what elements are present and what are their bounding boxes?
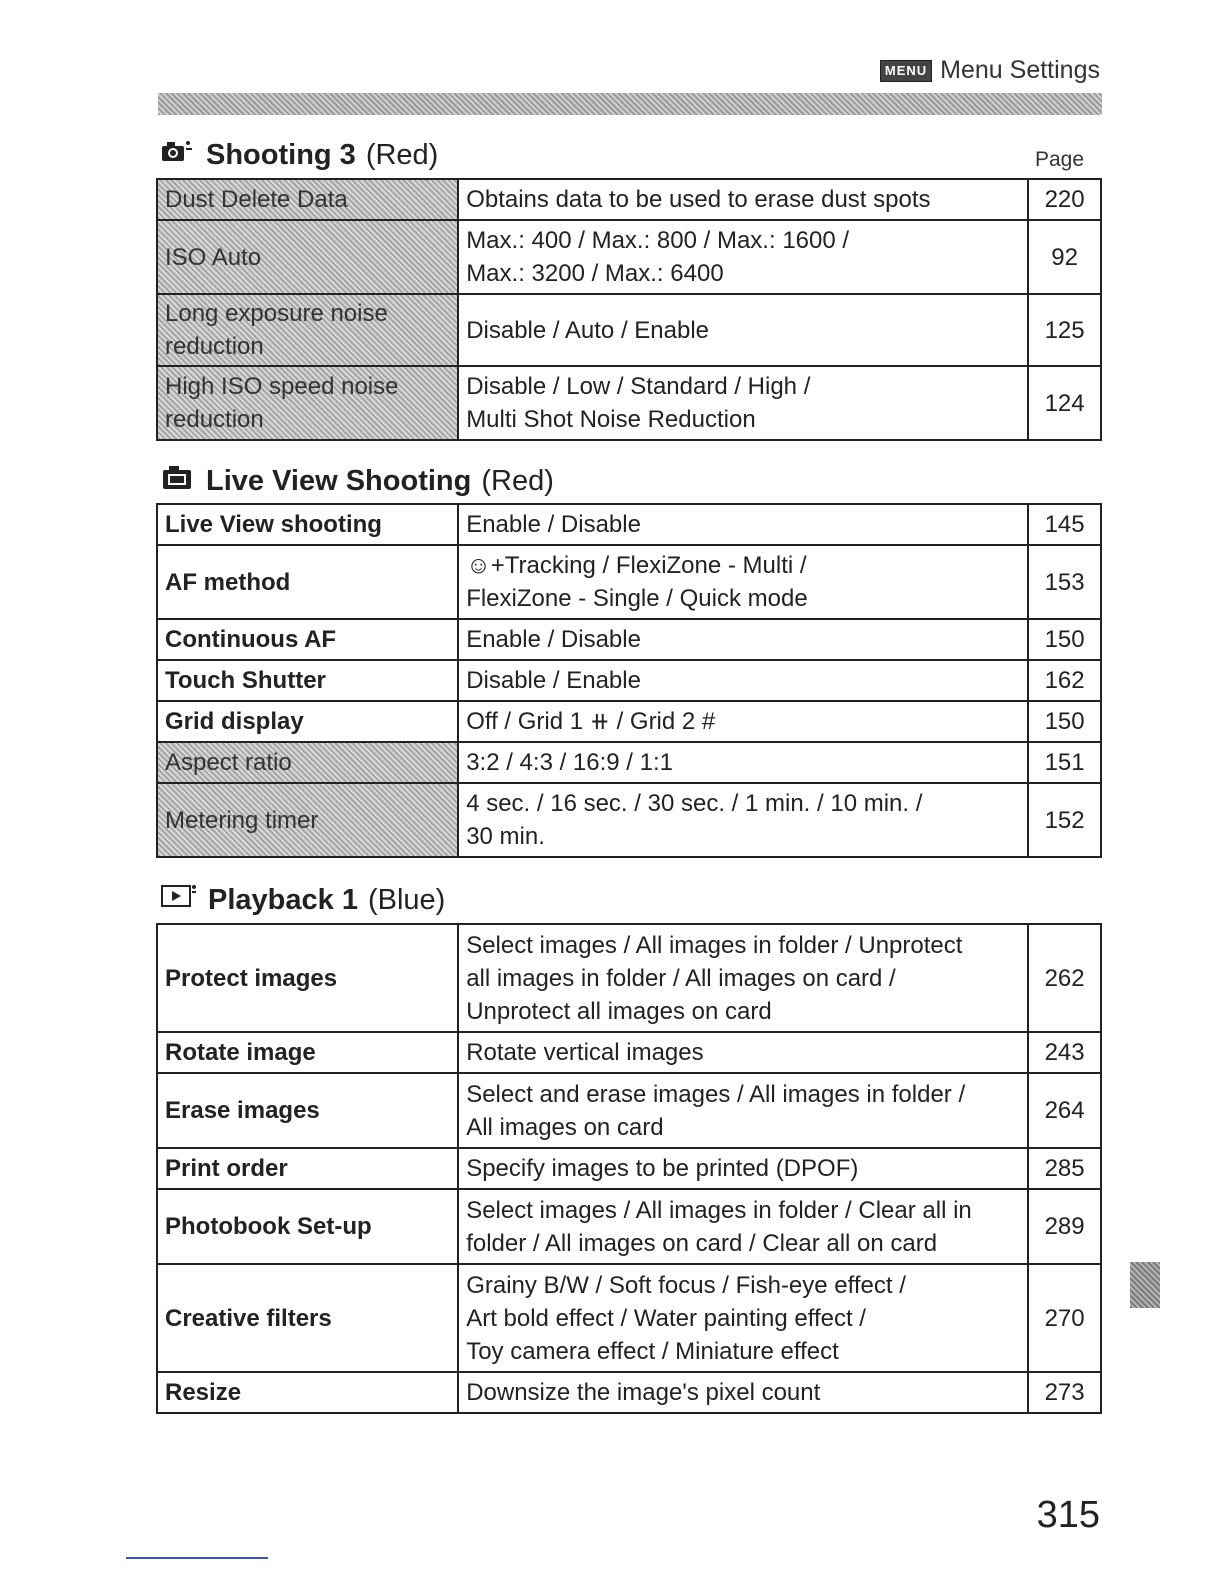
section-title-text: Live View Shooting (206, 464, 472, 497)
setting-options (458, 783, 1028, 857)
page-ref: 264 (1028, 1073, 1101, 1148)
section-title-shooting-3 (160, 137, 438, 173)
page-ref: 285 (1028, 1148, 1101, 1189)
page-ref: 273 (1028, 1372, 1101, 1413)
table-row (157, 220, 1101, 294)
table-row (157, 366, 1101, 440)
playback-1-table (156, 923, 1102, 1414)
option-line: all images in folder / All images on card / (466, 964, 896, 992)
option-line: Disable / Low / Standard / High / (466, 373, 811, 400)
setting-options (458, 545, 1028, 619)
footer-rule (126, 1557, 268, 1559)
table-row (157, 924, 1101, 1032)
playback-icon (160, 881, 198, 919)
page-ref: 125 (1028, 294, 1101, 366)
section-title-playback-1 (160, 881, 445, 919)
setting-name: Touch Shutter (157, 660, 458, 701)
option-line: Max.: 3200 / Max.: 6400 (466, 260, 724, 287)
page-ref: 151 (1028, 742, 1101, 783)
page-ref: 289 (1028, 1189, 1101, 1264)
setting-name: AF method (157, 545, 458, 619)
option-line: Multi Shot Noise Reduction (466, 406, 756, 433)
option-line: Select and erase images / All images in folder / (466, 1080, 966, 1108)
shooting-3-table (156, 178, 1102, 441)
table-row (157, 783, 1101, 857)
setting-name: Aspect ratio (157, 742, 458, 783)
section-title-text: Shooting 3 (206, 138, 356, 171)
option-line: Art bold effect / Water painting effect / (466, 1304, 866, 1332)
option-line: All images on card (466, 1113, 664, 1141)
option-line: Obtains data to be used to erase dust spots (466, 186, 931, 213)
section-color-label: (Red) (481, 464, 554, 497)
page-ref: 153 (1028, 545, 1101, 619)
setting-options (458, 179, 1028, 220)
option-line: Enable / Disable (466, 511, 641, 538)
setting-options (458, 701, 1028, 742)
table-row (157, 660, 1101, 701)
setting-name: Erase images (157, 1073, 458, 1148)
setting-name: Grid display (157, 701, 458, 742)
table-row (157, 545, 1101, 619)
table-row (157, 742, 1101, 783)
header-bar (158, 93, 1102, 115)
page-column-label: Page (1034, 148, 1084, 171)
option-line: folder / All images on card / Clear all on card (466, 1229, 938, 1257)
setting-options (458, 924, 1028, 1032)
page-ref: 262 (1028, 924, 1101, 1032)
setting-name: Dust Delete Data (157, 179, 458, 220)
option-line: Max.: 400 / Max.: 800 / Max.: 1600 / (466, 227, 850, 254)
live-view-camera-icon (160, 462, 196, 500)
setting-name: Protect images (157, 924, 458, 1032)
setting-options (458, 1073, 1028, 1148)
setting-name: Rotate image (157, 1032, 458, 1073)
page-ref: 162 (1028, 660, 1101, 701)
table-row (157, 1032, 1101, 1073)
table-row (157, 179, 1101, 220)
setting-name: Creative filters (157, 1264, 458, 1372)
page-ref: 270 (1028, 1264, 1101, 1372)
option-line: Disable / Auto / Enable (466, 316, 710, 344)
option-line: FlexiZone - Single / Quick mode (466, 585, 808, 612)
table-row (157, 1189, 1101, 1264)
page-ref: 145 (1028, 504, 1101, 545)
setting-name: ISO Auto (157, 220, 458, 294)
option-line: Downsize the image's pixel count (466, 1379, 821, 1406)
table-row (157, 1148, 1101, 1189)
setting-options (458, 1372, 1028, 1413)
setting-name: Long exposure noise reduction (157, 294, 458, 366)
page-ref: 92 (1028, 220, 1101, 294)
option-line: Toy camera effect / Miniature effect (466, 1337, 839, 1365)
page-ref: 150 (1028, 701, 1101, 742)
section-title-text: Playback 1 (208, 883, 358, 916)
setting-name: Metering timer (157, 783, 458, 857)
section-color-label: (Blue) (367, 883, 446, 916)
page-ref: 152 (1028, 783, 1101, 857)
menu-icon: MENU (880, 60, 932, 82)
option-line: Unprotect all images on card (466, 997, 772, 1025)
setting-options (458, 1148, 1028, 1189)
setting-name: High ISO speed noise reduction (157, 366, 458, 440)
option-line: 4 sec. / 16 sec. / 30 sec. / 1 min. / 10 min. / (466, 790, 923, 817)
setting-options (458, 366, 1028, 440)
option-line: Off / Grid 1 ⧺ / Grid 2 # (466, 708, 716, 735)
chapter-tab (1130, 1262, 1160, 1308)
setting-options (458, 619, 1028, 660)
table-row (157, 619, 1101, 660)
option-line: Select images / All images in folder / Unprotect (466, 931, 963, 959)
setting-options (458, 660, 1028, 701)
option-line: Grainy B/W / Soft focus / Fish-eye effect / (466, 1271, 906, 1299)
table-row (157, 294, 1101, 366)
setting-options (458, 742, 1028, 783)
page-header (880, 56, 1100, 85)
table-row (157, 504, 1101, 545)
option-line: 3:2 / 4:3 / 16:9 / 1:1 (466, 749, 673, 776)
page-number: 315 (1036, 1494, 1100, 1536)
page-ref: 243 (1028, 1032, 1101, 1073)
setting-options (458, 294, 1028, 366)
option-line: Select images / All images in folder / Clear all in (466, 1196, 972, 1224)
setting-options (458, 504, 1028, 545)
header-title: Menu Settings (940, 56, 1100, 84)
setting-name: Print order (157, 1148, 458, 1189)
table-row (157, 1372, 1101, 1413)
page-ref: 220 (1028, 179, 1101, 220)
live-view-table (156, 503, 1102, 858)
option-line: Disable / Enable (466, 667, 641, 694)
option-line: 30 min. (466, 823, 545, 850)
setting-options (458, 220, 1028, 294)
section-title-live-view (160, 462, 554, 500)
option-line: Specify images to be printed (DPOF) (466, 1155, 859, 1182)
section-color-label: (Red) (365, 138, 439, 171)
camera-icon (160, 137, 196, 173)
setting-options (458, 1032, 1028, 1073)
setting-name: Live View shooting (157, 504, 458, 545)
table-row (157, 1073, 1101, 1148)
page-ref: 150 (1028, 619, 1101, 660)
option-line: Rotate vertical images (466, 1039, 704, 1066)
table-row (157, 701, 1101, 742)
table-row (157, 1264, 1101, 1372)
setting-name: Resize (157, 1372, 458, 1413)
setting-options (458, 1189, 1028, 1264)
setting-name: Continuous AF (157, 619, 458, 660)
option-line: Enable / Disable (466, 626, 641, 653)
page-ref: 124 (1028, 366, 1101, 440)
setting-name: Photobook Set-up (157, 1189, 458, 1264)
setting-options (458, 1264, 1028, 1372)
option-line: ☺+Tracking / FlexiZone - Multi / (466, 552, 807, 579)
